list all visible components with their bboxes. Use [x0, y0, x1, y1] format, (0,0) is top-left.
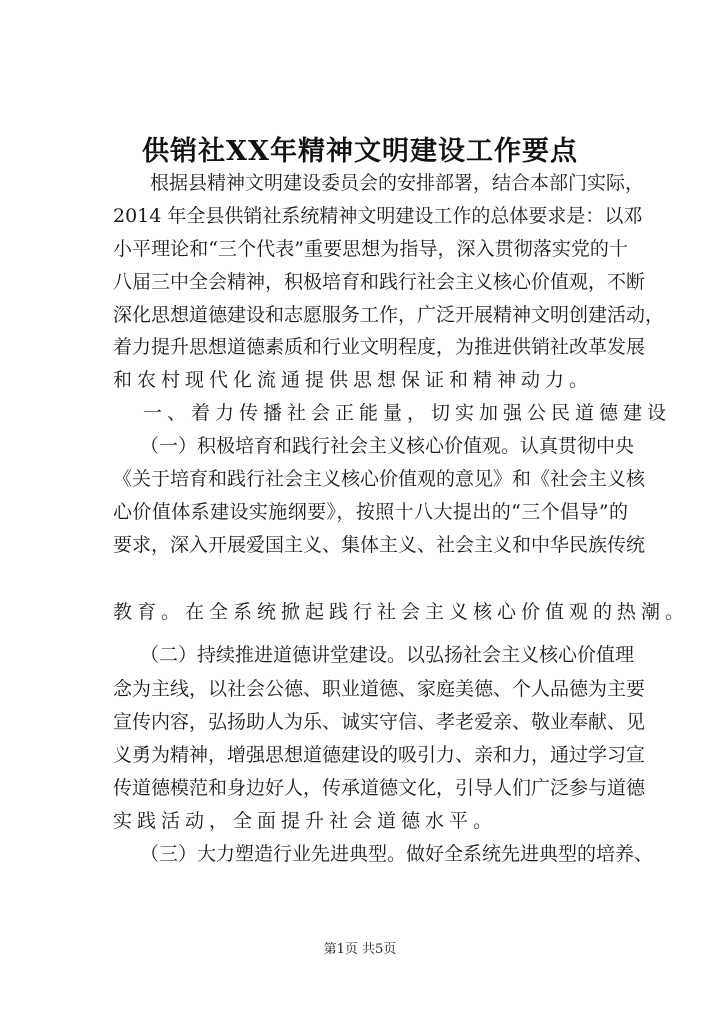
document-title: 供销社XX年精神文明建设工作要点	[142, 136, 578, 167]
body-line: 深化思想道德建设和志愿服务工作，广泛开展精神文明创建活动，	[113, 304, 665, 326]
subsection-heading: （一）积极培育和践行社会主义核心价值观。认真贯彻中央	[140, 435, 635, 457]
body-line: 八届三中全会精神，积极培育和践行社会主义核心价值观，不断	[113, 271, 646, 293]
body-line: 和农村现代化流通提供思想保证和精神动力。	[113, 369, 594, 391]
subsection-heading: （三）大力塑造行业先进典型。做好全系统先进典型的培养、	[140, 843, 654, 865]
body-line: 2014 年全县供销社系统精神文明建设工作的总体要求是：以邓	[113, 205, 643, 227]
body-line: 义勇为精神，增强思想道德建设的吸引力、亲和力，通过学习宣	[113, 744, 646, 766]
body-line: 小平理论和“三个代表”重要思想为指导，深入贯彻落实党的十	[113, 238, 628, 260]
body-line: 要求，深入开展爱国主义、集体主义、社会主义和中华民族传统	[113, 534, 646, 556]
body-line: 心价值体系建设实施纲要》，按照十八大提出的“三个倡导”的	[113, 501, 628, 523]
section-heading: 一、着力传播社会正能量，切实加强公民道德建设	[143, 402, 672, 424]
body-line: 着力提升思想道德素质和行业文明程度，为推进供销社改革发展	[113, 336, 646, 358]
body-line: 实践活动，全面提升社会道德水平。	[113, 810, 498, 832]
body-line: 根据县精神文明建设委员会的安排部署，结合本部门实际，	[150, 172, 645, 194]
body-line: 念为主线，以社会公德、职业道德、家庭美德、个人品德为主要	[113, 678, 646, 700]
body-line: 宣传内容，弘扬助人为乐、诚实守信、孝老爱亲、敬业奉献、见	[113, 711, 646, 733]
page-number: 第1页 共5页	[323, 942, 397, 957]
body-line: 《关于培育和践行社会主义核心价值观的意见》和《社会主义核	[113, 468, 646, 490]
body-line: 教育。在全系统掀起践行社会主义核心价值观的热潮。	[113, 601, 690, 623]
body-line: 传道德模范和身边好人，传承道德文化，引导人们广泛参与道德	[113, 777, 646, 799]
subsection-heading: （二）持续推进道德讲堂建设。以弘扬社会主义核心价值理	[140, 644, 635, 666]
